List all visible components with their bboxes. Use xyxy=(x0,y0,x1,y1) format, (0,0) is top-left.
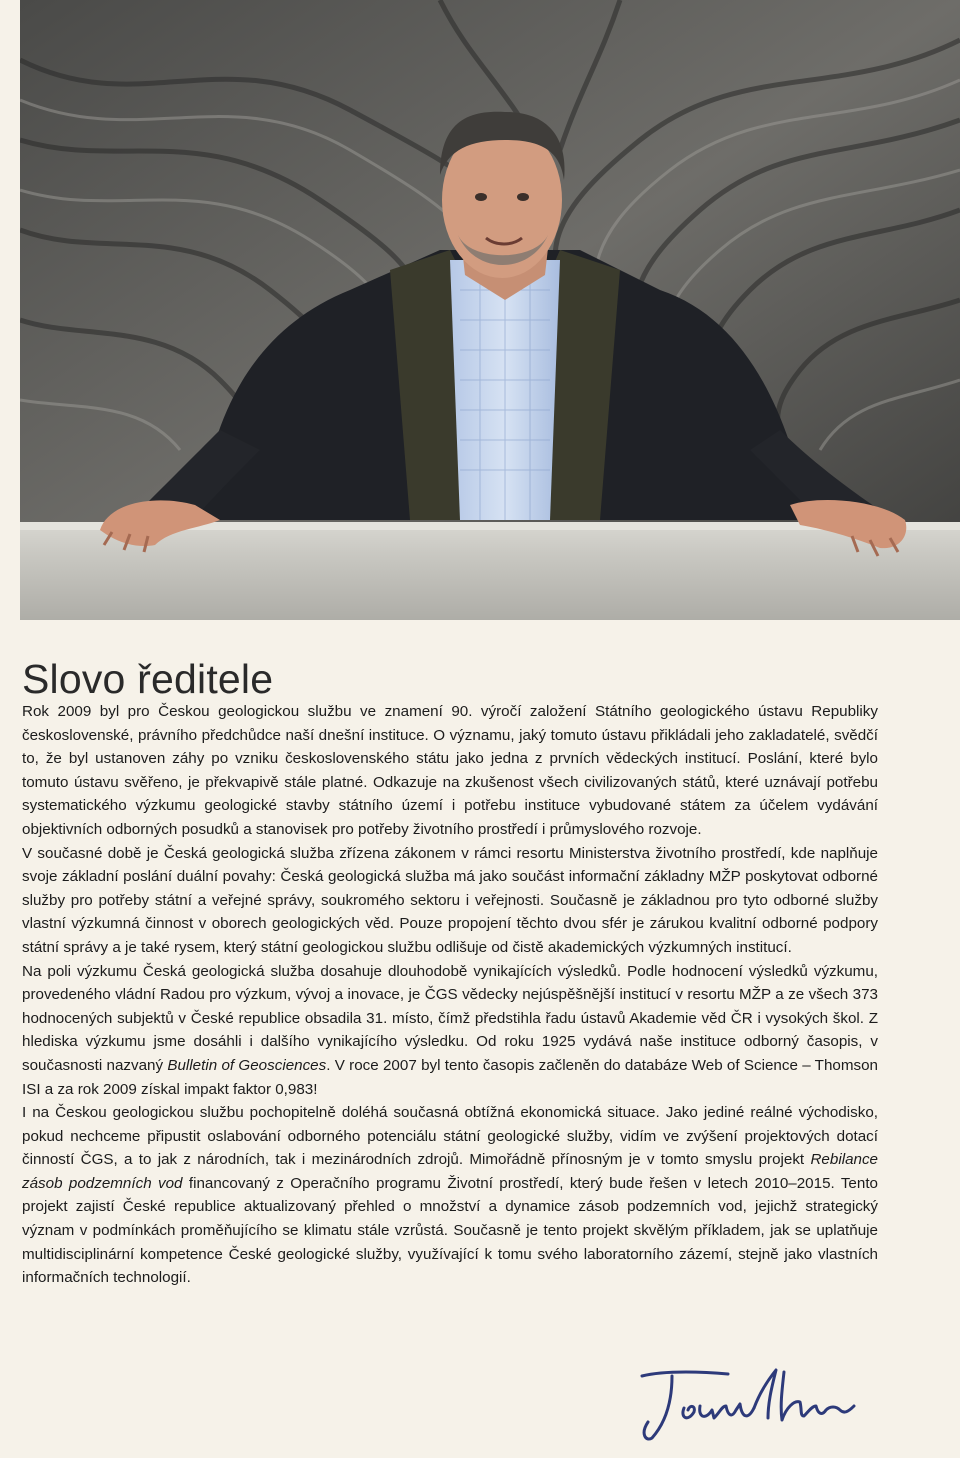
text-run: I na Českou geologickou službu pochopitelně doléhá současná obtížná ekonomická situace. Jako jediné reálné východisko, pokud nechceme připustit oslabování odborného potenciálu státní geologické služby, vidím ve zvýšení projektových dotací činností ČGS, a to jak z národních, tak i mezinárodních zdrojů. Mimořádně přínosným je v tomto smyslu projekt xyxy=(22,1104,878,1169)
paragraph xyxy=(22,1101,878,1290)
text-run: V současné době je Česká geologická služba zřízena zákonem v rámci resortu Ministerstva životního prostředí, kde naplňuje svoje základní poslání duální povahy: Česká geologická služba má jako součást informační základny MŽP poskytovat odborné služby pro potřeby státní a veřejné správy, soukromého sektoru i veřejnosti. Současně je základnou pro tyto odborné služby vlastní výzkumná činnost v oborech geologických věd. Pouze propojení těchto dvou sfér je zárukou kvalitní odborné podpory státní správy a je také rysem, který státní geologickou službu odlišuje od čistě akademických výzkumných institucí. xyxy=(22,844,878,956)
paragraph xyxy=(22,960,878,1102)
text-run: Rok 2009 byl pro Českou geologickou službu ve znamení 90. výročí založení Státního geologického ústavu Republiky československé, právního předchůdce naší dnešní instituce. O významu, jaký tomuto ústavu přikládali jeho zakladatelé, svědčí to, že byl ustanoven záhy po vzniku československého státu jako jedna z prvních vědeckých institucí. Poslání, které bylo tomuto ústavu svěřeno, je překvapivě stále platné. Odkazuje na zkušenost všech civilizovaných států, které uznávají potřebu systematického výzkumu geologické stavby státního území i potřebu instituce vybudované státem za účelem vydávání objektivních odborných posudků a stanovisek pro potřeby životního prostředí i průmyslového rozvoje. xyxy=(22,703,878,838)
italic-title: Bulletin of Geosciences xyxy=(167,1056,327,1074)
article-body xyxy=(22,700,878,1290)
paragraph xyxy=(22,842,878,960)
director-photo-illustration xyxy=(20,0,960,620)
text-run: Na poli výzkumu Česká geologická služba dosahuje dlouhodobě vynikajících výsledků. Podle hodnocení výsledků výzkumu, provedeného vládní Radou pro výzkum, vývoj a inovace, je ČGS vědecky nejúspěšnější institucí v resortu MŽP a ze všech 373 hodnocených subjektů v České republice obsadila 31. místo, čímž předstihla řadu ústavů Akademie věd ČR i vysokých škol. Z hlediska výzkumu jsme dosáhli i dalšího vynikajícího výsledku. Od roku 1925 vydává naše instituce odborný časopis, v současnosti nazvaný xyxy=(22,962,878,1074)
signature-image xyxy=(636,1362,858,1444)
page-title: Slovo ředitele xyxy=(22,656,274,702)
paragraph xyxy=(22,700,878,842)
text-run: financovaný z Operačního programu Životní prostředí, který bude řešen v letech 2010–2015. Tento projekt zajistí České republice aktualizovaný přehled o množství a dynamice zásob podzemních vod, jejichž strategický význam v podmínkách proměňujícího se klimatu stále vzrůstá. Současně je tento projekt skvělým příkladem, jak se uplatňuje multidisciplinární kompetence České geologické služby, využívající k tomu svého laboratorního zázemí, stejně jako vlastních informačních technologií. xyxy=(22,1174,878,1287)
italic-title: Rebilance zásob podzemních vod xyxy=(22,1151,878,1192)
director-photo xyxy=(20,0,960,620)
text-run: . V roce 2007 byl tento časopis začleněn do databáze Web of Science – Thomson ISI a za rok 2009 získal impakt faktor 0,983! xyxy=(22,1056,878,1098)
